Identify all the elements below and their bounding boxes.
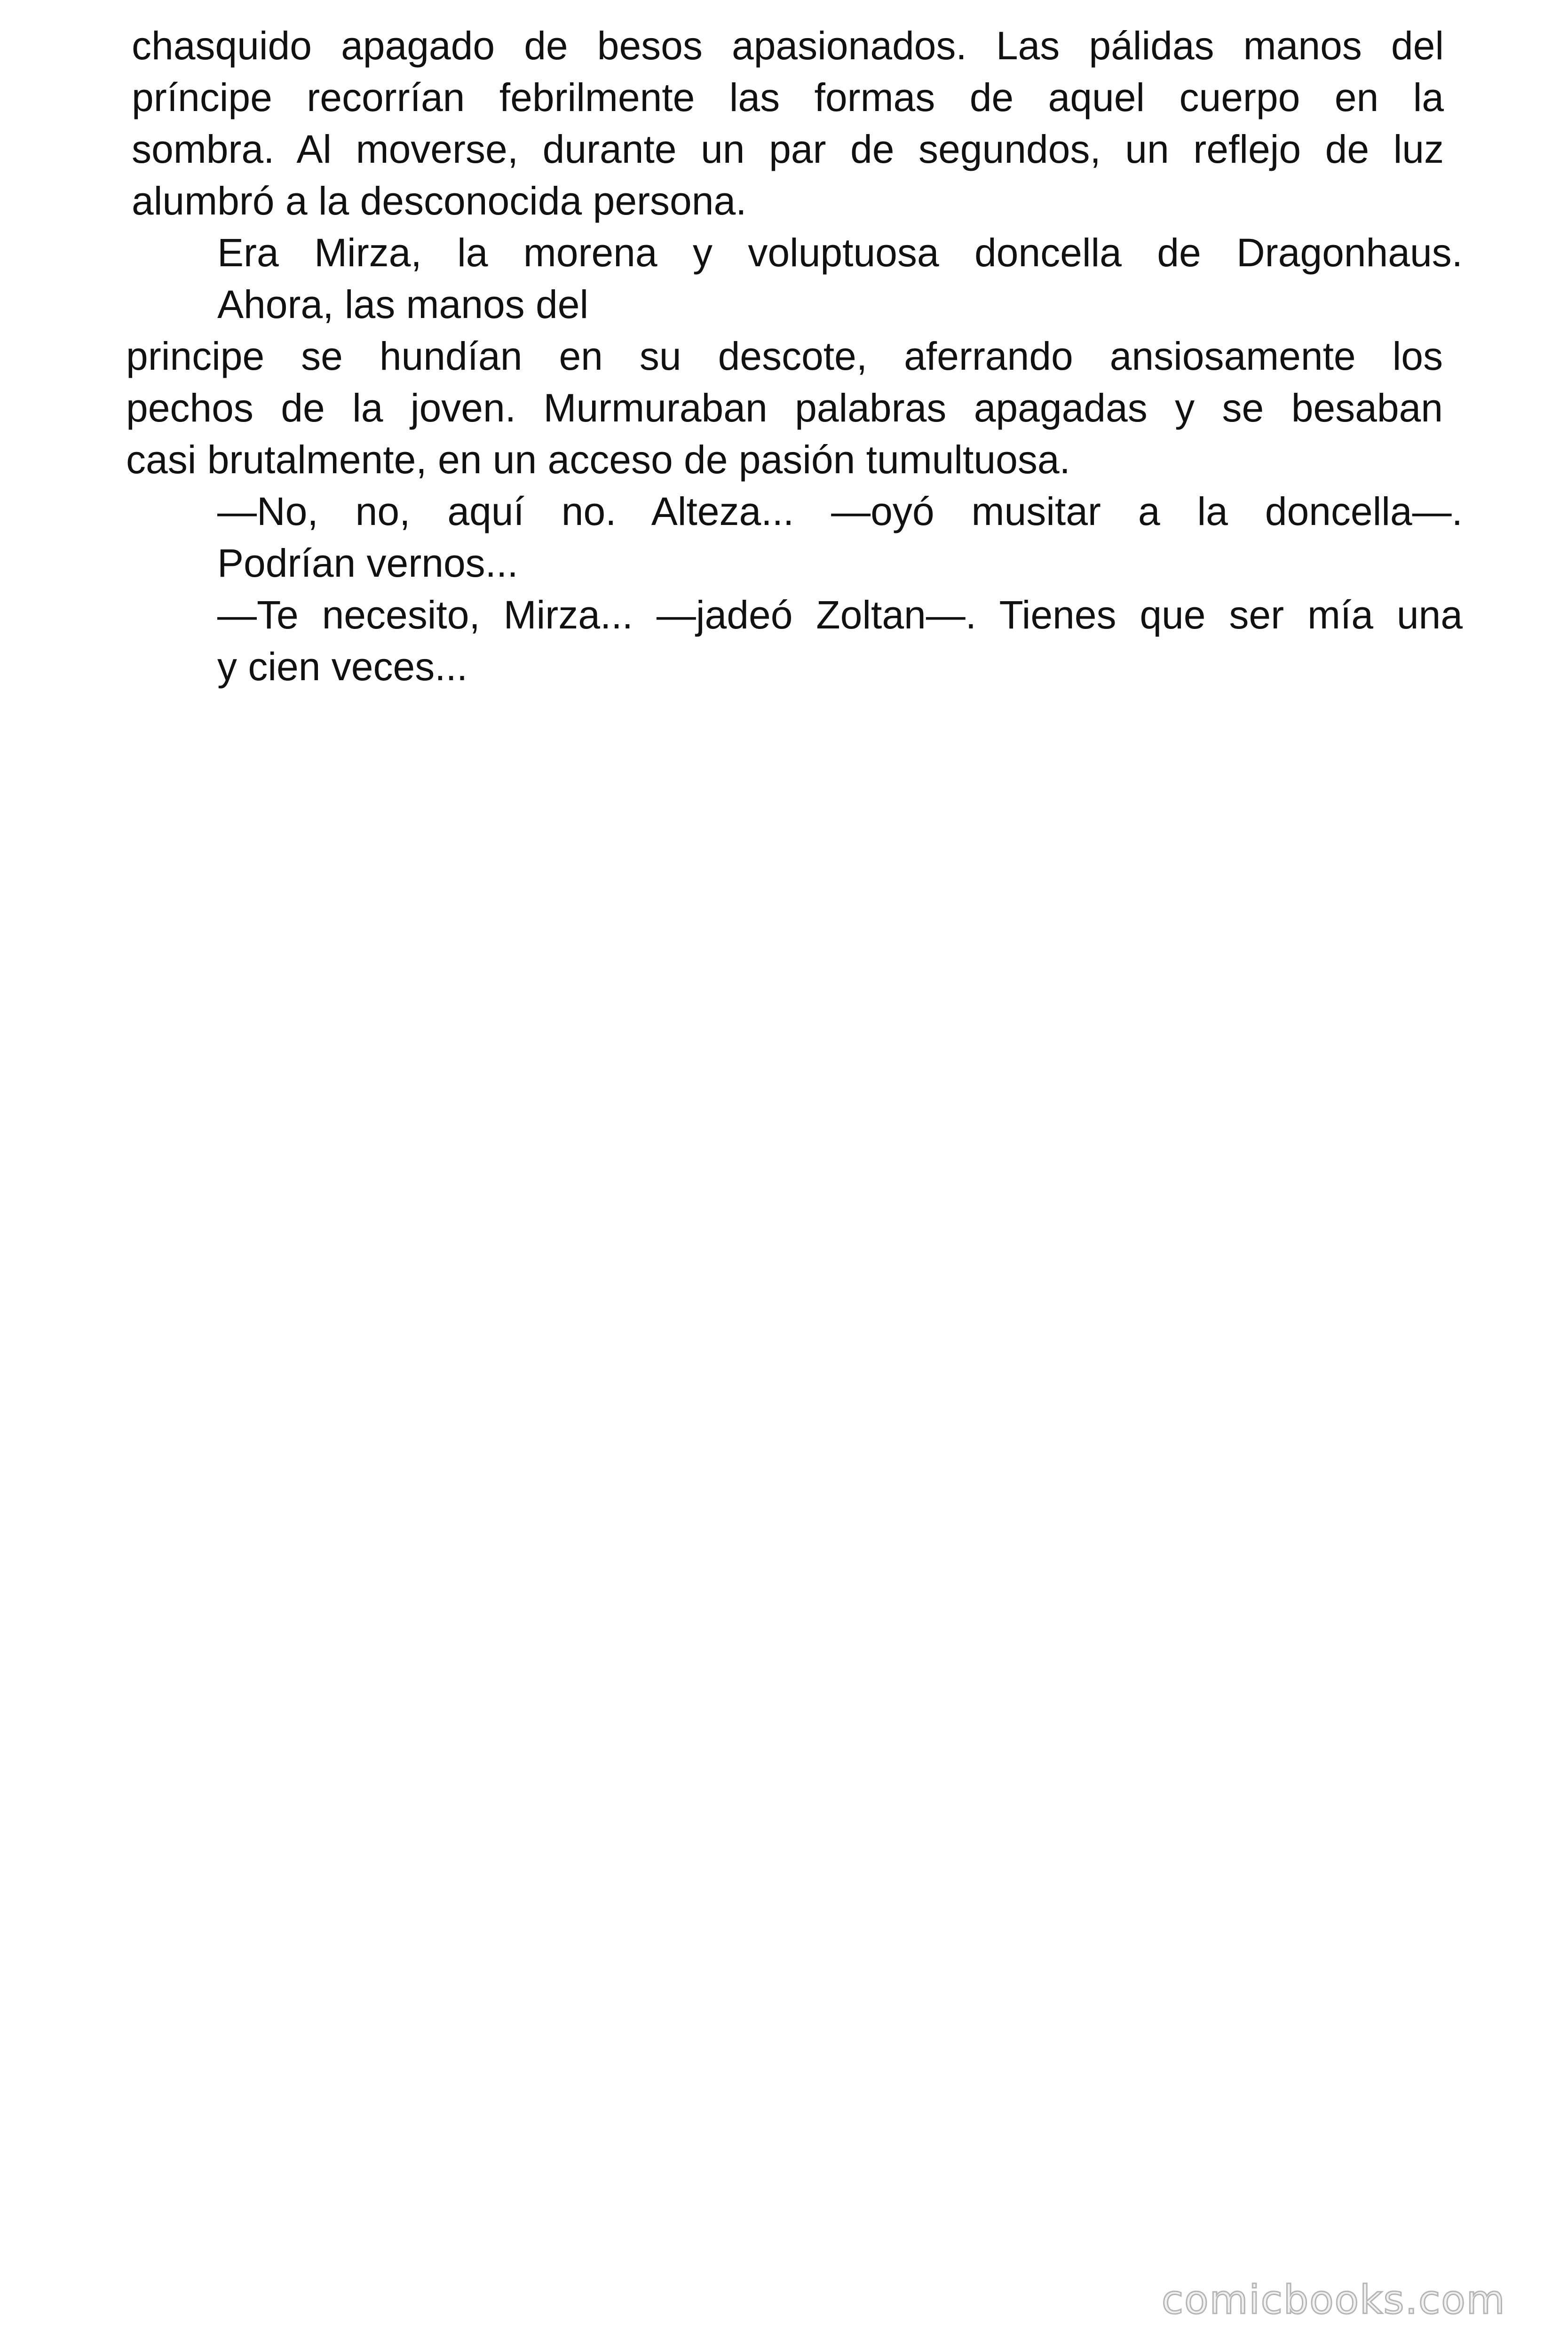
text-line: pechos de la joven. Murmuraban palabras apagadas y se besaban <box>126 386 1443 430</box>
text-line: sombra. Al moverse, durante un par de segundos, un reflejo de luz <box>132 127 1444 171</box>
text-line: —Te necesito, Mirza... —jadeó Zoltan—. Tienes que ser mía una <box>217 593 1463 637</box>
comicbooks-watermark: comicbooks.com <box>1162 2277 1506 2323</box>
text-line: principe se hundían en su descote, aferrando ansiosamente los <box>126 334 1443 378</box>
text-line: Ahora, las manos del <box>217 282 589 326</box>
text-line: chasquido apagado de besos apasionados. Las pálidas manos del <box>132 24 1444 68</box>
text-line: alumbró a la desconocida persona. <box>132 179 747 223</box>
text-line: Podrían vernos... <box>217 541 518 585</box>
text-line: y cien veces... <box>217 644 468 689</box>
text-line: Era Mirza, la morena y voluptuosa doncella de Dragonhaus. <box>217 230 1463 275</box>
text-line: príncipe recorrían febrilmente las formas de aquel cuerpo en la <box>132 75 1444 119</box>
text-line: casi brutalmente, en un acceso de pasión tumultuosa. <box>126 437 1070 482</box>
text-line: —No, no, aquí no. Alteza... —oyó musitar a la doncella—. <box>217 489 1463 533</box>
